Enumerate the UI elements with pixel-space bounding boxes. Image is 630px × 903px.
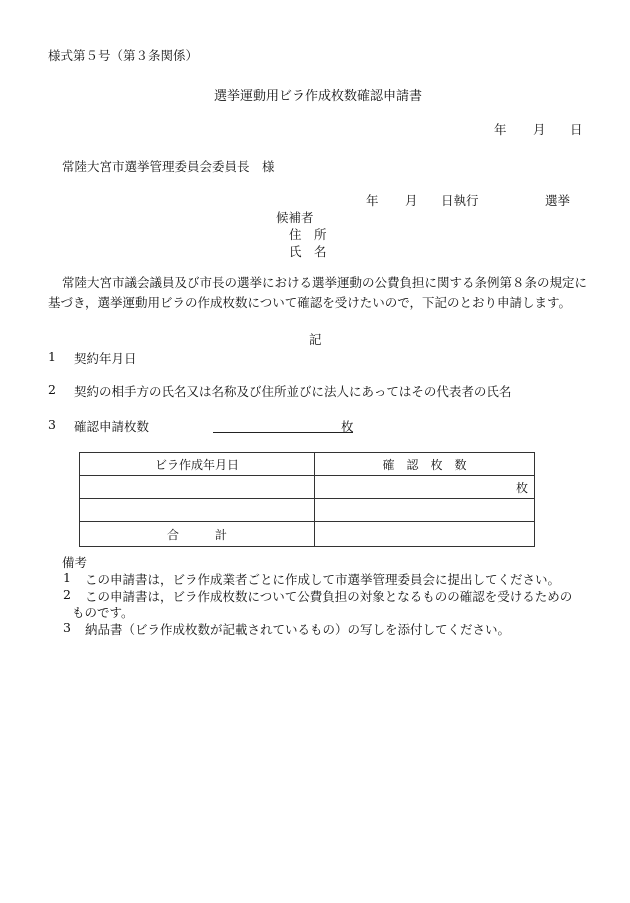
note-text: この申請書は，ビラ作成枚数について公費負担の対象となるものの確認を受けるための (85, 589, 573, 604)
addressee: 常陸大宮市選挙管理委員会委員長 様 (62, 159, 275, 174)
header-date: ビラ作成年月日 (80, 453, 315, 476)
note-text: この申請書は，ビラ作成業者ごとに作成して市選挙管理委員会に提出してください。 (85, 572, 561, 587)
total-label: 合 計 (80, 522, 315, 547)
item-label: 確認申請枚数 (74, 419, 150, 434)
election-label: 選挙 (545, 193, 571, 208)
confirmation-table (79, 452, 535, 547)
total-row (80, 522, 535, 547)
count-unit: 枚 (341, 419, 354, 434)
form-number: 様式第５号（第３条関係） (48, 48, 199, 63)
count-underline (213, 432, 353, 433)
date-cell (80, 499, 315, 522)
table-row (80, 499, 535, 522)
candidate-label: 候補者 (276, 210, 314, 225)
item-number: 3 (48, 417, 56, 432)
body-paragraph: 常陸大宮市議会議員及び市長の選挙における選挙運動の公費負担に関する条例第８条の規定に基づき，選挙運動用ビラの作成枚数について確認を受けたいので，下記のとおり申請します。 (48, 275, 588, 310)
header-count: 確 認 枚 数 (315, 453, 535, 476)
election-day-exec: 日執行 (441, 193, 479, 208)
table-row (80, 476, 535, 499)
election-month: 月 (405, 193, 418, 208)
election-year: 年 (366, 193, 379, 208)
date-cell (80, 476, 315, 499)
date-day: 日 (570, 122, 583, 137)
name-label: 氏 名 (289, 244, 327, 259)
note-text: 納品書（ビラ作成枚数が記載されているもの）の写しを添付してください。 (85, 622, 511, 637)
date-month: 月 (533, 122, 546, 137)
count-cell (315, 499, 535, 522)
note-text-continued: ものです。 (72, 605, 134, 620)
note-number: 1 (63, 570, 71, 585)
note-number: 3 (63, 620, 71, 635)
total-cell (315, 522, 535, 547)
item-number: 1 (48, 349, 56, 364)
document-title: 選挙運動用ビラ作成枚数確認申請書 (214, 89, 423, 104)
date-year: 年 (494, 122, 507, 137)
note-number: 2 (63, 587, 71, 602)
item-label: 契約の相手方の氏名又は名称及び住所並びに法人にあってはその代表者の氏名 (74, 384, 512, 399)
item-number: 2 (48, 382, 56, 397)
item-label: 契約年月日 (74, 351, 137, 366)
address-label: 住 所 (289, 227, 327, 242)
count-cell: 枚 (315, 476, 535, 499)
table-header-row (80, 453, 535, 476)
notes-heading: 備考 (62, 555, 88, 570)
ki-heading: 記 (309, 332, 322, 347)
